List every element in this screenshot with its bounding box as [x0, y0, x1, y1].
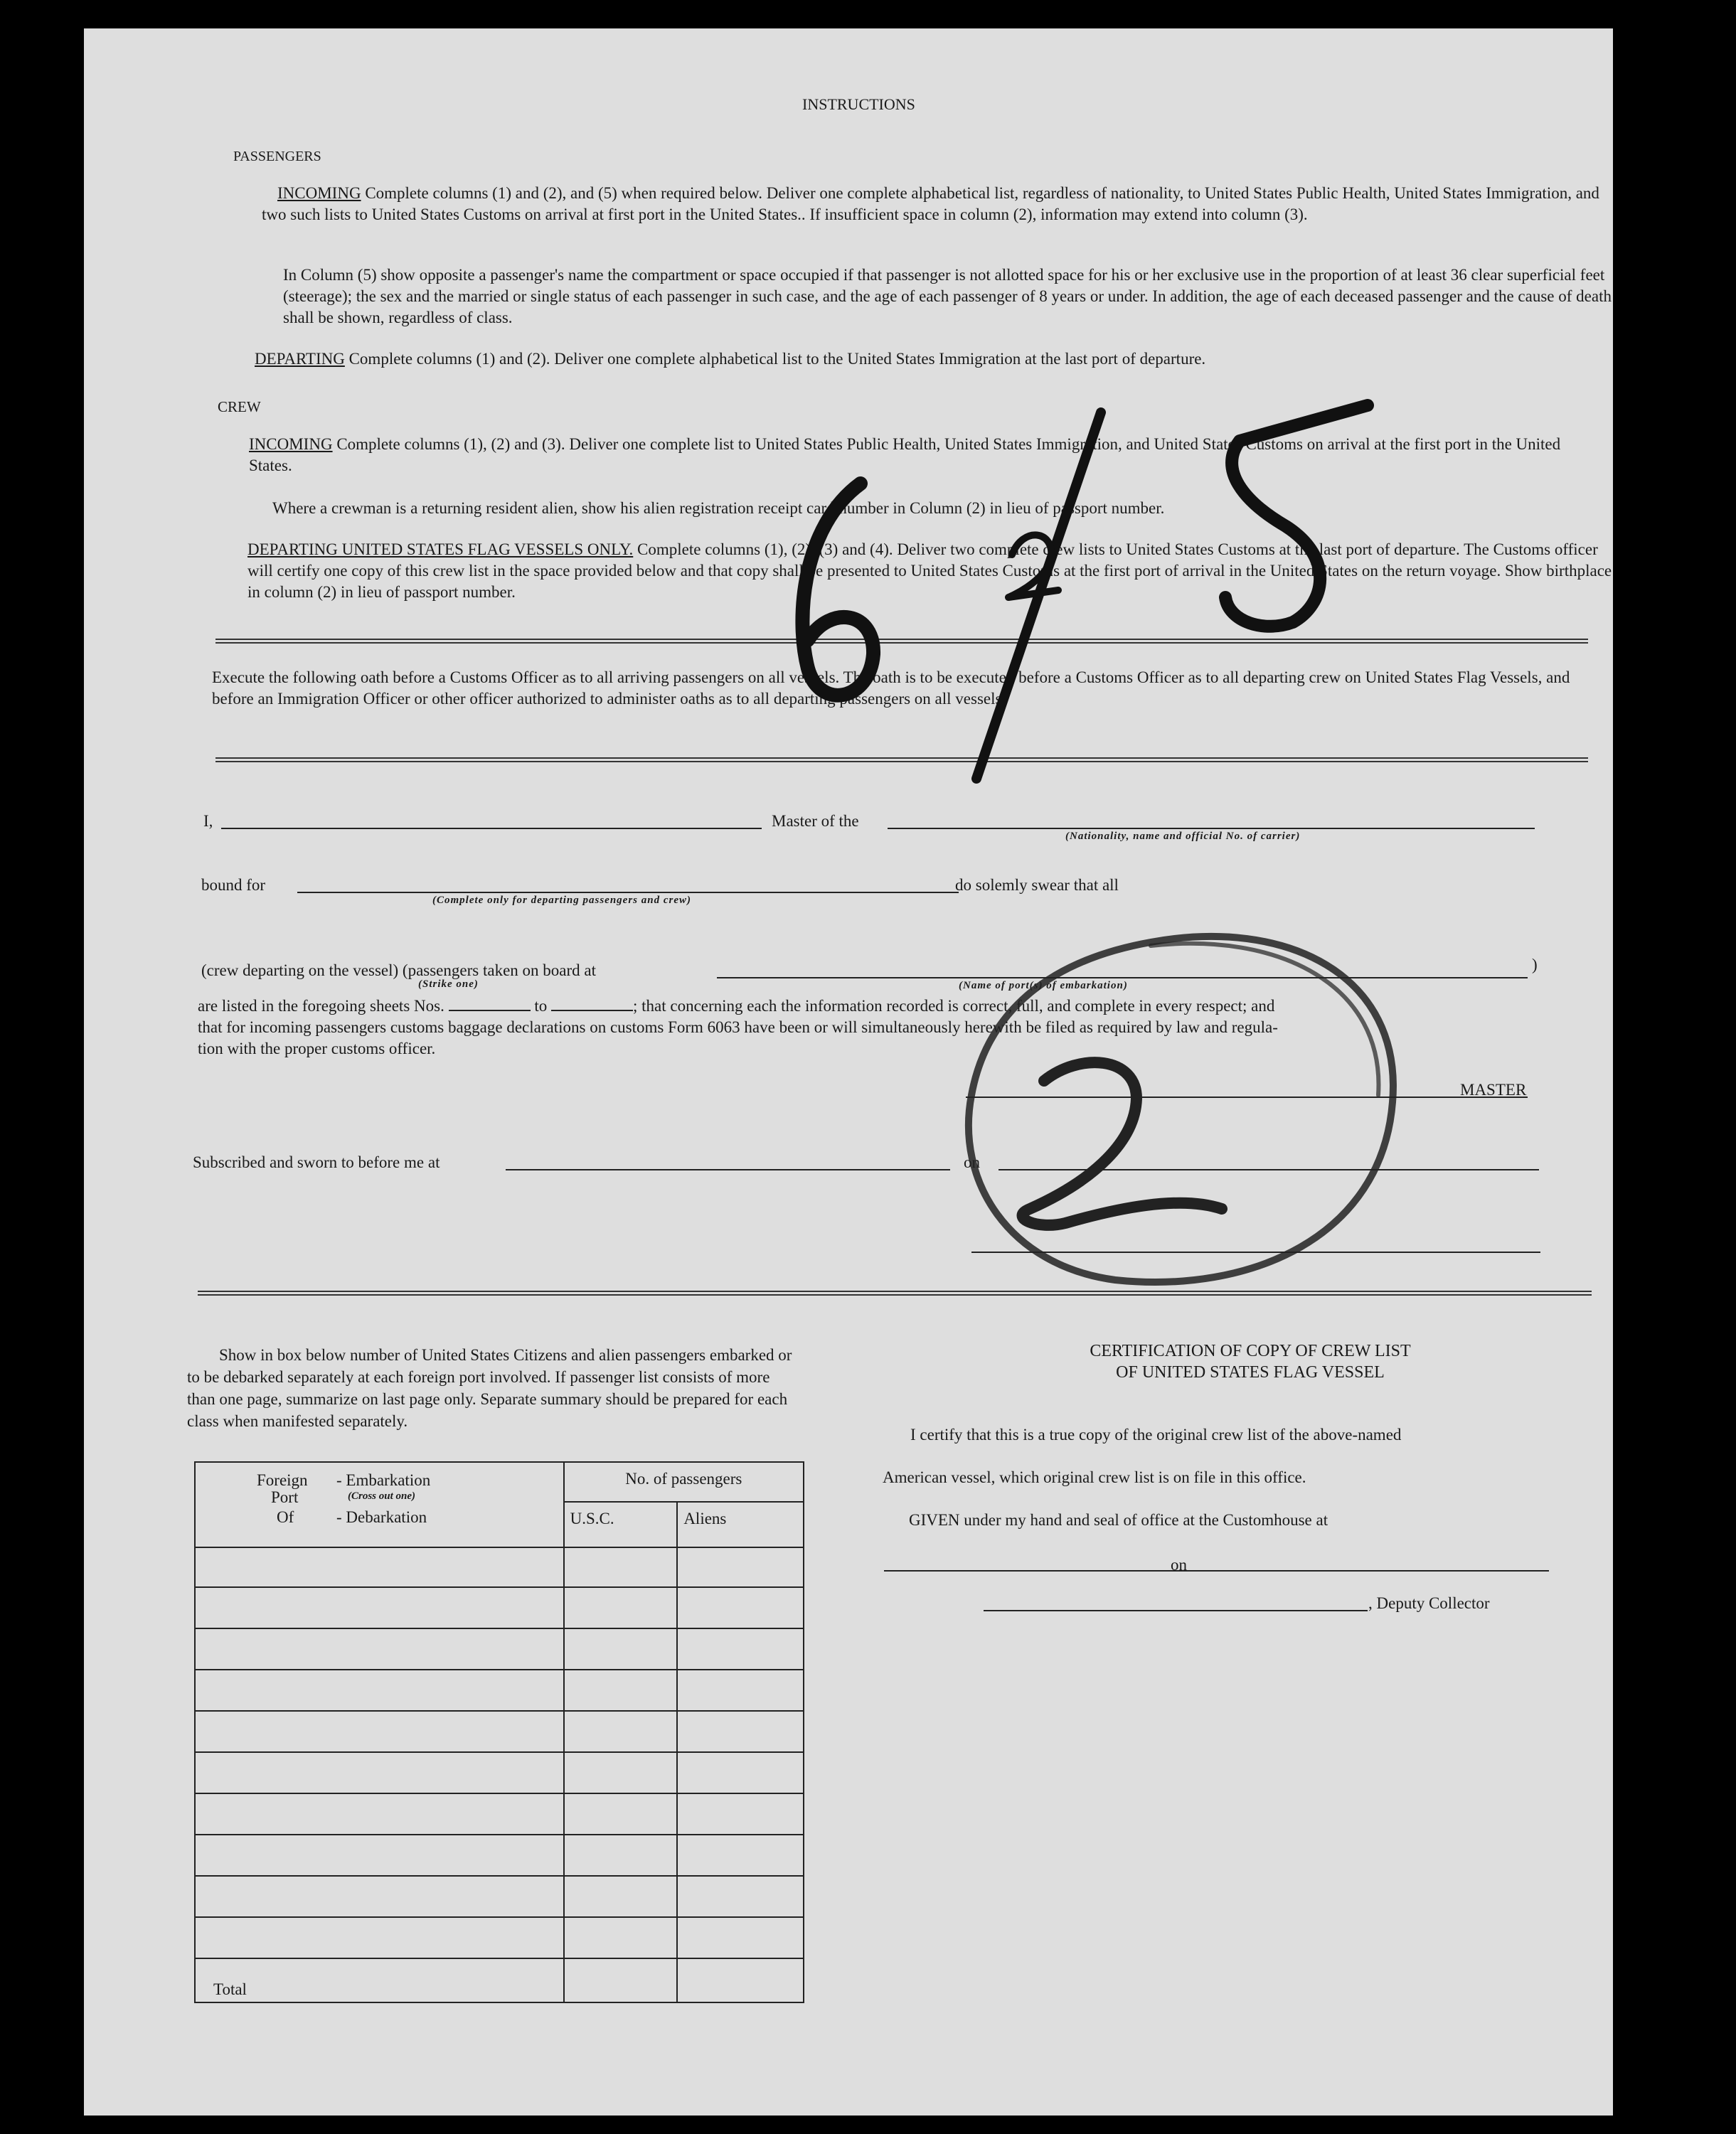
aliens-cell[interactable]	[677, 1752, 804, 1793]
crew-departing-label: DEPARTING UNITED STATES FLAG VESSELS ONLY.	[247, 540, 634, 558]
bound-for-label: bound for	[201, 876, 266, 894]
port-cell[interactable]	[195, 1711, 564, 1752]
port-cell[interactable]	[195, 1752, 564, 1793]
of-label: Of	[277, 1508, 294, 1526]
port-cell[interactable]	[195, 1547, 564, 1587]
no-passengers-header: No. of passengers	[564, 1462, 804, 1502]
usc-cell[interactable]	[564, 1670, 678, 1711]
embarkation-port-field[interactable]	[717, 977, 1528, 978]
divider-1	[215, 639, 1588, 644]
total-aliens-cell[interactable]	[677, 1958, 804, 2002]
listed-a-text: are listed in the foregoing sheets Nos.	[198, 997, 444, 1015]
crew-incoming-paragraph	[249, 434, 1600, 476]
usc-cell[interactable]	[564, 1835, 678, 1876]
listed-sheets-line	[198, 996, 1274, 1017]
aliens-cell[interactable]	[677, 1711, 804, 1752]
solemnly-swear-text: do solemly swear that all	[955, 876, 1119, 894]
close-paren: )	[1532, 956, 1538, 973]
port-hint: (Name of port(s) of embarkation)	[959, 980, 1128, 991]
column5-paragraph: In Column (5) show opposite a passenger's name the compartment or space occupied if that passenger is not allotted space for his or her exclusive use in the proportion of at least 36 clear superficial feet (steerage); the sex and the married or single status of each passenger in such case, and the age of each passenger of 8 years or under. In addition, the age of each deceased passenger and the cause of death shall be shown, regardless of class.	[283, 266, 1612, 326]
summary-instruction: Show in box below number of United States Citizens and alien passengers embarked or to be debarked separately at each foreign port involved. If passenger list consists of more than one page, summarize on last page only. Separate summary should be prepared for each class when manifested separately.	[187, 1346, 792, 1430]
nationality-hint: (Nationality, name and official No. of carrier)	[1065, 831, 1301, 842]
aliens-cell[interactable]	[677, 1628, 804, 1670]
vessel-field[interactable]	[888, 828, 1535, 829]
port-cell[interactable]	[195, 1628, 564, 1670]
passengers-departing-paragraph	[255, 348, 1620, 370]
port-cell[interactable]	[195, 1917, 564, 1958]
usc-header: U.S.C.	[564, 1502, 678, 1547]
oath-i-label: I,	[203, 812, 213, 830]
deputy-signature-field[interactable]	[984, 1610, 1368, 1611]
sheet-from-field[interactable]	[449, 1010, 531, 1011]
crew-departing-paragraph	[247, 539, 1613, 603]
divider-2	[215, 757, 1588, 762]
subscribed-label: Subscribed and sworn to before me at	[193, 1153, 440, 1171]
debarkation-label: - Debarkation	[336, 1508, 427, 1526]
passengers-departing-text: Complete columns (1) and (2). Deliver one complete alphabetical list to the United States Immigration at the last port of departure.	[348, 350, 1206, 368]
port-header-cell	[195, 1462, 564, 1547]
passengers-incoming-label: INCOMING	[277, 184, 361, 202]
usc-cell[interactable]	[564, 1793, 678, 1835]
crew-incoming-text: Complete columns (1), (2) and (3). Deliver one complete list to United States Public Health, United States Immigration, and United States Customs on arrival at the first port in the United States.	[249, 435, 1561, 474]
port-cell[interactable]	[195, 1670, 564, 1711]
port-cell[interactable]	[195, 1793, 564, 1835]
aliens-cell[interactable]	[677, 1917, 804, 1958]
usc-cell[interactable]	[564, 1917, 678, 1958]
sworn-date-field[interactable]	[999, 1169, 1539, 1170]
cert-on-label: on	[1171, 1556, 1187, 1574]
certify-line-3: GIVEN under my hand and seal of office at the Customhouse at	[909, 1511, 1328, 1529]
port-cell[interactable]	[195, 1876, 564, 1917]
passengers-departing-label: DEPARTING	[255, 350, 345, 368]
master-signature-field[interactable]	[966, 1097, 1528, 1098]
aliens-header: Aliens	[677, 1502, 804, 1547]
master-label: MASTER	[1460, 1081, 1527, 1099]
passengers-heading: PASSENGERS	[233, 149, 321, 164]
complete-only-hint: (Complete only for departing passengers and crew)	[432, 895, 691, 906]
usc-cell[interactable]	[564, 1711, 678, 1752]
deputy-collector-label: , Deputy Collector	[1368, 1594, 1490, 1612]
usc-cell[interactable]	[564, 1587, 678, 1628]
cert-date-field[interactable]	[1200, 1570, 1549, 1572]
cross-out-hint: (Cross out one)	[348, 1490, 416, 1502]
aliens-cell[interactable]	[677, 1587, 804, 1628]
strike-one-hint: (Strike one)	[418, 978, 479, 990]
passengers-incoming-paragraph	[262, 183, 1620, 225]
port-header	[201, 1470, 558, 1535]
master-of-the-label: Master of the	[772, 812, 859, 830]
aliens-cell[interactable]	[677, 1876, 804, 1917]
sheet-to-field[interactable]	[551, 1010, 633, 1011]
passenger-summary-table	[194, 1461, 804, 2003]
aliens-cell[interactable]	[677, 1793, 804, 1835]
port-cell[interactable]	[195, 1835, 564, 1876]
aliens-cell[interactable]	[677, 1547, 804, 1587]
port-label: Port	[271, 1488, 299, 1506]
crew-departing-text: Complete columns (1), (2), (3) and (4). Deliver two complete crew lists to United States Customs at the last port of departure. The Customs officer will certify one copy of this crew list in the space provided below and that copy shall be presented to United States Customs at the first port of arrival in the United States on the return voyage. Show birthplace in column (2) in lieu of passport number.	[247, 540, 1612, 601]
sworn-place-field[interactable]	[506, 1169, 950, 1170]
sworn-on-label: on	[964, 1153, 980, 1171]
oath-intro: Execute the following oath before a Customs Officer as to all arriving passengers on all vessels. The oath is to be executed before a Customs Officer as to all departing crew on United States Flag Vessels, and before an Immigration Officer or other officer authorized to administer oaths as to all departing passengers on all vessels.	[212, 668, 1570, 708]
aliens-cell[interactable]	[677, 1835, 804, 1876]
listed-c-text: that for incoming passengers customs baggage declarations on customs Form 6063 have been or will simultaneously herewith be filed as required by law and regula-	[198, 1018, 1278, 1036]
master-name-field[interactable]	[221, 828, 762, 829]
usc-cell[interactable]	[564, 1876, 678, 1917]
certification-title-2: OF UNITED STATES FLAG VESSEL	[1116, 1363, 1385, 1382]
aliens-cell[interactable]	[677, 1670, 804, 1711]
foreign-label: Foreign	[257, 1471, 308, 1489]
certification-title-1: CERTIFICATION OF COPY OF CREW LIST	[1090, 1342, 1411, 1360]
usc-cell[interactable]	[564, 1628, 678, 1670]
crew-heading: CREW	[218, 398, 261, 415]
total-label-cell: Total	[195, 1958, 564, 2002]
usc-cell[interactable]	[564, 1752, 678, 1793]
certify-line-2: American vessel, which original crew list is on file in this office.	[883, 1468, 1306, 1486]
crew-returning-paragraph: Where a crewman is a returning resident alien, show his alien registration receipt card number in Column (2) in lieu of passport number.	[272, 499, 1165, 517]
divider-3	[198, 1291, 1592, 1296]
officer-signature-field[interactable]	[971, 1252, 1540, 1253]
certify-line-1: I certify that this is a true copy of the original crew list of the above-named	[910, 1426, 1402, 1444]
embarkation-label: - Embarkation	[336, 1471, 431, 1489]
crew-incoming-label: INCOMING	[249, 435, 333, 453]
crew-passengers-text: (crew departing on the vessel) (passengers taken on board at	[201, 961, 596, 979]
customhouse-field[interactable]	[884, 1570, 1247, 1572]
form-sheet	[84, 28, 1613, 2116]
total-usc-cell[interactable]	[564, 1958, 678, 2002]
usc-cell[interactable]	[564, 1547, 678, 1587]
listed-b-text: ; that concerning each the information recorded is correct, full, and complete in every respect; and	[632, 997, 1275, 1015]
listed-d-text: tion with the proper customs officer.	[198, 1040, 436, 1057]
instructions-title: INSTRUCTIONS	[802, 95, 915, 113]
passengers-incoming-text: Complete columns (1) and (2), and (5) when required below. Deliver one complete alphabetical list, regardless of nationality, to United States Public Health, United States Immigration, and two such lists to United States Customs on arrival at first port in the United States.. If insufficient space in column (2), information may extend into column (3).	[262, 184, 1599, 223]
listed-to-text: to	[534, 997, 548, 1015]
port-cell[interactable]	[195, 1587, 564, 1628]
bound-for-field[interactable]	[297, 892, 959, 893]
